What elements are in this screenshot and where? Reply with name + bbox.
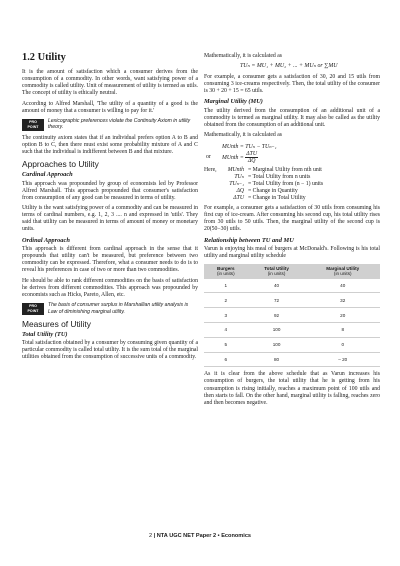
marginal-utility-heading: Marginal Utility (MU) bbox=[204, 98, 263, 106]
utility-schedule-table bbox=[204, 264, 380, 368]
table-header-row: Burgers (in units) Total Utility (in units) Marginal Utility (in units) bbox=[204, 264, 380, 279]
continuity-axiom-paragraph: The continuity axiom states that if an individual prefers option A to B and option B to C, then there must exist some probability mixture of A and C such that the individual is indifferent between B and that mixture. bbox=[22, 134, 198, 155]
table-cell: 100 bbox=[248, 323, 306, 338]
table-cell: 4 bbox=[204, 323, 248, 338]
table-cell: 5 bbox=[204, 337, 248, 352]
table-row bbox=[204, 337, 380, 352]
table-cell: 20 bbox=[305, 308, 380, 323]
table-cell: – 20 bbox=[305, 352, 380, 367]
pro-point-tip bbox=[22, 302, 198, 315]
table-row bbox=[204, 323, 380, 338]
table-cell: 92 bbox=[248, 308, 306, 323]
tu-formula: TUₙ = MU₁ + MU₂ + ... + MUₙ or ∑MU bbox=[240, 63, 338, 70]
table-cell: 8 bbox=[305, 323, 380, 338]
cardinal-paragraph-1: This approach was propounded by group of economists led by Professor Alfred Marshall. This approach propounded that consumer's satisfaction from consumption of any good can be measured in terms of utility. bbox=[22, 180, 198, 201]
table-cell: 72 bbox=[248, 293, 306, 308]
ordinal-paragraph-2: He should be able to rank different commodities on the basis of satisfaction he derives from different commodities. This approach was propounded by economists such as Hicks, Pareto, Allen, etc. bbox=[22, 277, 198, 298]
math-intro-2: Mathematically, it is calculated as bbox=[204, 132, 283, 139]
ordinal-heading: Ordinal Approach bbox=[22, 236, 70, 244]
footer-text: NTA UGC NET Paper 2 • Economics bbox=[156, 533, 252, 539]
pro-point-badge: PRO POINT bbox=[22, 119, 44, 131]
cardinal-paragraph-2: Utility is the want satisfying power of a commodity and can be measured in terms of cardinal numbers, e.g. 1, 2, 3 .... n and expressed in 'utils'. They said that utility can be measured in terms of amount of money or monetary units. bbox=[22, 205, 198, 233]
tu-example: For example, a consumer gets a satisfaction of 30, 20 and 15 utils from consuming 3 ice-creams respectively. Then, the total utility of the consumer is 30 + 20 + 15 = 65 utils. bbox=[204, 73, 380, 94]
page-footer: 2 | NTA UGC NET Paper 2 • Economics bbox=[148, 533, 252, 539]
tip-text: The basis of consumer surplus in Marshallian utility analysis is Law of diminishing marginal utility. bbox=[48, 302, 189, 315]
left-column bbox=[22, 52, 198, 365]
marginal-utility-paragraph: The utility derived from the consumption of an additional unit of a commodity is termed as marginal utility. It may also be called as the utility obtained from the consumption of an additional unit. bbox=[204, 107, 380, 128]
table-cell: 3 bbox=[204, 308, 248, 323]
or-label: or bbox=[206, 154, 211, 161]
table-cell: 0 bbox=[305, 337, 380, 352]
schedule-conclusion: As it is clear from the above schedule that as Varun increases his consumption of burgers, the total utility that he is getting from his consumption is rising initially, reaches a maximum point of 100 utils and then starts to fall. On the other hand, marginal utility is falling, reaches zero and then becomes negative. bbox=[204, 371, 380, 406]
table-cell: 32 bbox=[305, 293, 380, 308]
symbol-definitions: Here, MUnth = Marginal Utility from nth unit TUₙ = Total Utility from n units TUₙ₋₁ = Total Utility from (n − 1) units ΔQ = Change in Quantity ΔTU = Change in Total Utility bbox=[204, 166, 324, 202]
measures-heading: Measures of Utility bbox=[22, 318, 91, 329]
table-cell: 40 bbox=[248, 279, 306, 293]
mu-formula-block bbox=[204, 143, 380, 164]
table-cell: 2 bbox=[204, 293, 248, 308]
math-intro: Mathematically, it is calculated as bbox=[204, 53, 283, 59]
cardinal-heading: Cardinal Approach bbox=[22, 171, 73, 179]
right-column bbox=[204, 53, 380, 410]
relationship-heading: Relationship between TU and MU bbox=[204, 236, 294, 244]
pro-point-badge: PRO POINT bbox=[22, 303, 44, 315]
here-label: Here, bbox=[204, 166, 217, 173]
approaches-heading: Approaches to Utility bbox=[22, 159, 99, 170]
mu-formula-difference: MUnth = TUₙ − TUₙ₋₁ bbox=[222, 143, 277, 150]
page-number: 2 bbox=[148, 533, 153, 539]
total-utility-heading: Total Utility (TU) bbox=[22, 330, 68, 338]
table-cell: 80 bbox=[248, 352, 306, 367]
table-row bbox=[204, 293, 380, 308]
ordinal-paragraph-1: This approach is different from cardinal approach in the sense that it propounds that utility can't be measured, but preference between two commodity can be expressed. Therefore, what a consumer needs to do is to reveal his preferences in case of two or more than two commodities. bbox=[22, 246, 198, 274]
table-cell: 6 bbox=[204, 352, 248, 367]
table-cell: 40 bbox=[305, 279, 380, 293]
utility-definition: It is the amount of satisfaction which a consumer derives from the consumption of a commodity. In other words, want satisfying power of a commodity is called utility. Unit of measurement of utility is termed as utils. The concept of utility is ethically neutral. bbox=[22, 69, 198, 97]
mu-example: For example, a consumer gets a satisfaction of 30 utils from consuming his first cup of ice-cream. After consuming his second cup, his total utility rises from 30 utils to 50 utils. Then, the marginal utility of the second cup is 20(50−30) utils. bbox=[204, 205, 380, 233]
total-utility-paragraph: Total satisfaction obtained by a consumer by consuming given quantity of a particular commodity is called total utility. It is the sum total of the marginal utilities obtained from the consumption of successive units of a commodity. bbox=[22, 340, 198, 361]
marshall-quote: According to Alfred Marshall, 'The utility of a quantity of a good is the amount of money that a consumer is willing to pay for it.' bbox=[22, 100, 198, 114]
pro-point-tip bbox=[22, 118, 198, 131]
table-row bbox=[204, 308, 380, 323]
tip-text: Lexicographic preferences violate the Continuity Axiom in utility theory. bbox=[48, 118, 191, 131]
table-cell: 100 bbox=[248, 337, 306, 352]
varun-intro: Varun is enjoying his meal of burgers at McDonald's. Following is his total utility and marginal utility schedule bbox=[204, 246, 380, 260]
table-row bbox=[204, 279, 380, 293]
section-title: 1.2 Utility bbox=[22, 52, 66, 63]
table-row bbox=[204, 352, 380, 367]
table-cell: 1 bbox=[204, 279, 248, 293]
mu-formula-ratio: MUnth = $\frac{\text{ΔTU}}{\Delta Q}$ bbox=[222, 150, 258, 164]
